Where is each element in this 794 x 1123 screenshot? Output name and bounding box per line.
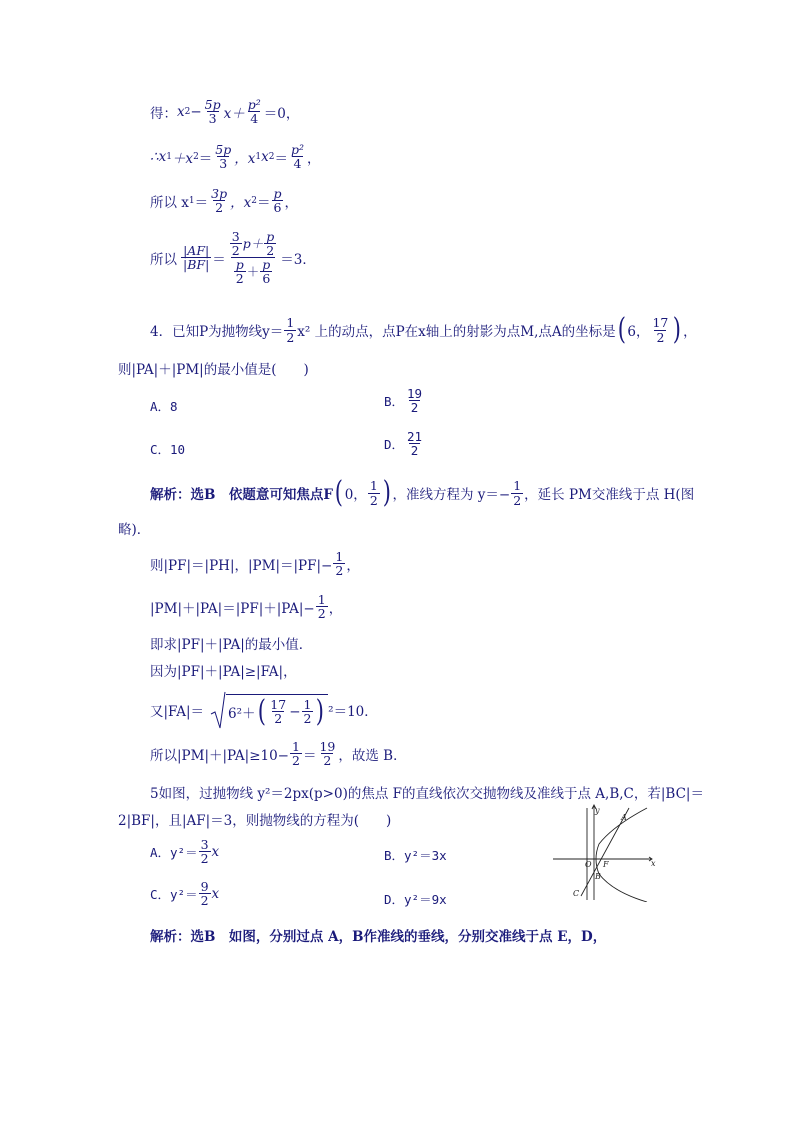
text: x [211,843,220,860]
parabola-figure [553,804,665,902]
text: x [261,148,269,165]
denominator: 2 [369,492,378,508]
fraction [199,880,211,907]
numerator: 1 [317,592,326,607]
solution-4-line-6 [150,660,297,680]
solution-4-line-1: 解析：选B 依题意可知焦点F ( 0， $\frac{1}{2}$ ) ，准线方程为 y＝− $\frac{1}{2}$ ，延长 PM交准线于点 H(图 [150,475,695,510]
fraction [511,479,523,506]
numerator: |AF| [183,243,210,259]
denominator: 2 [410,400,419,416]
denominator: |BF| [183,257,210,273]
text: ＝ [198,150,213,167]
denominator: 2 [410,443,419,459]
text: C．10 [150,442,186,457]
text: 即求|PF|＋|PA|的最小值． [150,637,313,653]
numerator: 3 [231,229,240,244]
compound-fraction [227,230,279,286]
text: 则|PF|＝|PH|，|PM|＝|PF|− [150,557,333,574]
sqrt-sign [210,690,226,730]
denominator: 2 [303,711,312,726]
fraction [246,98,263,125]
question-4-stem: 4．已知P为抛物线y＝ $\frac{1}{2}$ x² 上的动点，点P在x轴上的射影为点M,点A的坐标是 ( 6， $\frac{17}{2}$ ) ， [150,312,697,347]
option-b [384,846,447,864]
denominator: 2 [335,563,344,579]
text: ＋ [246,264,260,280]
text: 4．已知P为抛物线y＝ [150,324,284,340]
text: 2 [193,151,199,162]
fraction [284,316,296,343]
equation-line-3 [150,187,298,214]
text: 1 [188,195,195,206]
fraction [302,698,314,725]
numerator: 1 [369,478,378,494]
text: 6²＋ [228,705,256,722]
text: ∴x [150,148,167,165]
text: B．y²＝3x [384,848,447,863]
text: x [177,103,185,120]
numerator: 1 [513,478,522,494]
numerator: 5p [215,142,232,157]
numerator: 1 [335,549,344,564]
text: ＝ [256,194,271,211]
text: 1 [255,151,262,162]
numerator: p [266,229,275,244]
text: C．y²＝ [150,886,198,902]
text: ＝ [302,747,317,764]
numerator: 19 [407,386,423,401]
label-y: y [595,806,600,815]
solution-4-line-3 [150,550,360,577]
option-b [384,387,425,414]
text: 则|PA|＋|PM|的最小值是( ) [118,362,309,378]
fraction [650,316,670,343]
text: 略)． [118,522,151,538]
text: ， [683,324,697,340]
numerator: 1 [292,739,300,754]
denominator: 2 [235,271,244,287]
text: 5如图，过抛物线 y²＝2px(p>0)的焦点 F的直线依次交抛物线及准线于点 A,B,C，若|BC|＝ [150,786,704,802]
text: p＋ [242,236,264,252]
fraction [268,698,288,725]
solution-4-line-5 [150,633,312,653]
numerator: 3 [200,837,209,852]
denominator: 2 [231,243,240,259]
denominator: 2 [200,893,209,909]
numerator: p [262,257,271,273]
denominator [231,257,276,285]
denominator: 2 [286,329,295,345]
denominator: 2 [513,492,522,508]
numerator: p [273,186,282,201]
numerator [227,230,279,257]
text: ＝0， [263,105,300,122]
numerator: 9 [200,879,209,894]
label-b: B [595,872,601,881]
solution-4-line-2 [118,518,150,538]
equation-line-1 [150,98,299,125]
numerator: p [235,257,244,273]
text: ， [346,557,360,574]
text: 2 [184,106,191,117]
fraction [260,258,272,285]
denominator: 6 [273,200,282,216]
fraction [405,430,424,457]
text: 0， [344,487,367,503]
text: ＝3． [280,251,316,268]
text: ，准线方程为 y＝− [392,487,511,503]
fraction [199,838,211,865]
text: 所以 x [150,194,189,211]
text: ，x [234,150,256,167]
text: ＝ [194,194,209,211]
fraction [264,230,276,257]
solution-4-line-7 [150,690,378,730]
solution-5-line-1 [150,925,606,945]
numerator: 19 [319,739,336,754]
denominator: 4 [293,156,302,172]
text: 解析：选B 如图，分别过点 A，B作准线的垂线，分别交准线于点 E，D， [150,929,607,945]
question-4-stem-2 [118,358,309,378]
fraction [234,258,246,285]
equation-line-4: 所以 $\frac{|AF|}{|BF|}$ ＝ $\frac{3}{2}$ p＋ $\frac{p}{2}$ $\frac{p}{2}$ ＋ $\frac{p}{6}$ ＝3． [150,229,316,287]
text: x² 上的动点，点P在x轴上的射影为点M,点A的坐标是 [297,324,616,340]
denominator: 2 [317,606,326,622]
denominator: 2 [266,243,275,259]
equation-line-2 [150,143,321,170]
question-5-stem [150,782,704,802]
text: ＝ [274,150,288,167]
text: − [190,103,202,120]
denominator: 4 [250,111,259,127]
sqrt-content: 6²＋ ( $\frac{17}{2}$ − $\frac{1}{2}$ ) [226,694,328,727]
option-d [384,890,447,908]
text: 因为|PF|＋|PA|≥|FA|， [150,664,297,680]
fraction [203,98,223,125]
denominator: 3 [219,156,228,172]
numerator: p² [290,142,304,157]
fraction [209,187,229,214]
text: D． [384,436,405,452]
option-d [384,430,425,457]
text: 2 [251,195,257,206]
option-c [150,880,219,907]
question-5-stem-2 [118,809,391,829]
text: A．y²＝ [150,844,198,860]
numerator: 21 [407,429,423,444]
text: 所以 [150,251,177,268]
label-f: F [603,860,609,869]
fraction [230,230,242,257]
text: A．8 [150,399,178,414]
denominator: 2 [292,753,300,769]
denominator: 2 [215,200,224,216]
text: ， [284,194,298,211]
text: |PM|＋|PA|＝|PF|＋|PA|− [150,600,315,617]
text: 6， [627,324,650,340]
fraction [368,479,380,506]
solution-4-line-4 [150,593,342,620]
text: 所以|PM|＋|PA|≥10− [150,747,289,764]
fraction [181,244,211,271]
fraction [289,143,306,170]
label-a: A [621,813,627,822]
text: ，x [230,194,252,211]
text: x＋ [223,105,245,122]
fraction [317,740,337,767]
text: 解析：选B 依题意可知焦点F [150,487,333,503]
text: ， [328,600,343,617]
fraction [333,550,345,577]
label-o: O [585,860,592,869]
fraction [405,387,424,414]
label-c: C [573,889,580,898]
text: B． [384,393,405,409]
text: 得： [150,105,177,122]
fraction [316,593,328,620]
text: 2 [268,151,275,162]
denominator: 3 [208,111,217,127]
text: ²＝10． [328,704,378,720]
numerator: 17 [270,696,287,712]
text: 又|FA|＝ [150,704,205,720]
text: D．y²＝9x [384,892,447,907]
text: ，延长 PM交准线于点 H(图 [524,487,695,503]
numerator: 1 [286,315,295,331]
option-a [150,838,219,865]
text: ， [307,150,321,167]
denominator: 2 [323,753,332,769]
denominator: 2 [200,851,209,867]
solution-4-line-8 [150,740,407,767]
numerator: 1 [303,696,312,712]
denominator: 2 [274,711,283,726]
text: ，故选 B． [338,747,407,764]
text: x [211,885,220,902]
numerator: 5p [204,97,221,112]
numerator: 3p [211,186,228,201]
text: ＋x [171,150,194,167]
fraction [271,187,283,214]
numerator: 17 [652,315,669,331]
denominator: 6 [262,271,271,287]
fraction [213,143,233,170]
numerator: p² [247,97,261,112]
option-c [150,440,185,458]
text: 2|BF|，且|AF|＝3，则抛物线的方程为( ) [118,813,392,829]
fraction [290,740,302,767]
text: − [289,703,301,720]
label-x: x [651,859,656,868]
option-a [150,397,178,415]
denominator: 2 [656,329,665,345]
text: 1 [166,151,172,162]
